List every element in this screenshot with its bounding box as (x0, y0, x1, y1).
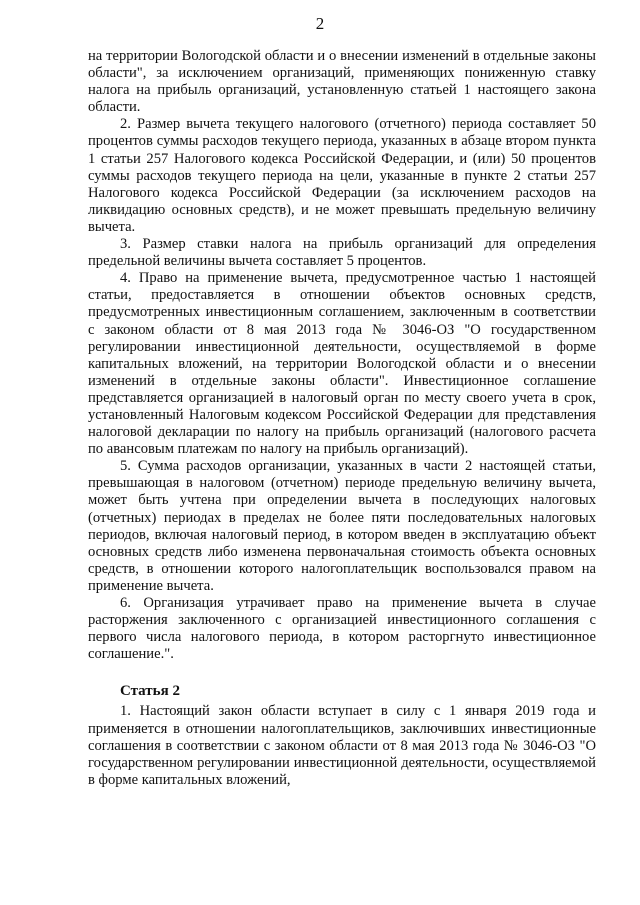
paragraph-continuation: на территории Вологодской области и о внесении изменений в отдельные законы области", за исключением организаций, применяющих пониженную ставку налога на прибыль организаций, установленную статьей 1 настоящего закона области. (88, 48, 596, 116)
paragraph-3: 3. Размер ставки налога на прибыль организаций для определения предельной величины вычета составляет 5 процентов. (88, 236, 596, 270)
article-heading: Статья 2 (120, 683, 180, 700)
paragraph-2: 2. Размер вычета текущего налогового (отчетного) периода составляет 50 процентов суммы расходов текущего периода, указанных в абзаце втором пункта 1 статьи 257 Налогового кодекса Российской Федерации, и (или) 50 процентов суммы расходов текущего периода на цели, указанные в пункте 2 статьи 257 Налогового кодекса Российской Федерации (за исключением расходов на ликвидацию основных средств), и не может превышать предельную величину вычета. (88, 116, 596, 235)
paragraph-4: 4. Право на применение вычета, предусмотренное частью 1 настоящей статьи, предоставляется в отношении объектов основных средств, предусмотренных инвестиционным соглашением, заключенным в соответствии с законом области от 8 мая 2013 года № 3046-ОЗ "О государственном регулировании инвестиционной деятельности, осуществляемой в форме капитальных вложений, на территории Вологодской области и о внесении изменений в отдельные законы области". Инвестиционное соглашение представляется организацией в налоговый орган по месту своего учета в срок, установленный Налоговым кодексом Российской Федерации для представления налоговой декларации по налогу на прибыль организаций (налогового расчета по авансовым платежам по налогу на прибыль организаций). (88, 270, 596, 458)
page-number: 2 (315, 14, 325, 33)
paragraph-6: 6. Организация утрачивает право на применение вычета в случае расторжения заключенного с организацией инвестиционного соглашения с первого числа налогового периода, в котором расторгнуто инвестиционное соглашение.". (88, 595, 596, 663)
paragraph-5: 5. Сумма расходов организации, указанных в части 2 настоящей статьи, превышающая в налоговом (отчетном) периоде предельную величину вычета, может быть учтена при определении вычета в последующих налоговых (отчетных) периодах в пределах не более пяти последовательных налоговых периодов, включая налоговый период, в котором введен в эксплуатацию объект основных средств либо изменена первоначальная стоимость объекта основных средств, в отношении которого налогоплательщик воспользовался правом на применение вычета. (88, 458, 596, 594)
document-body (88, 48, 596, 789)
article-2-paragraph-1: 1. Настоящий закон области вступает в силу с 1 января 2019 года и применяется в отношении налогоплательщиков, заключивших инвестиционные соглашения в соответствии с законом области от 8 мая 2013 года № 3046-ОЗ "О государственном регулировании инвестиционной деятельности, осуществляемой в форме капитальных вложений, (88, 703, 596, 788)
